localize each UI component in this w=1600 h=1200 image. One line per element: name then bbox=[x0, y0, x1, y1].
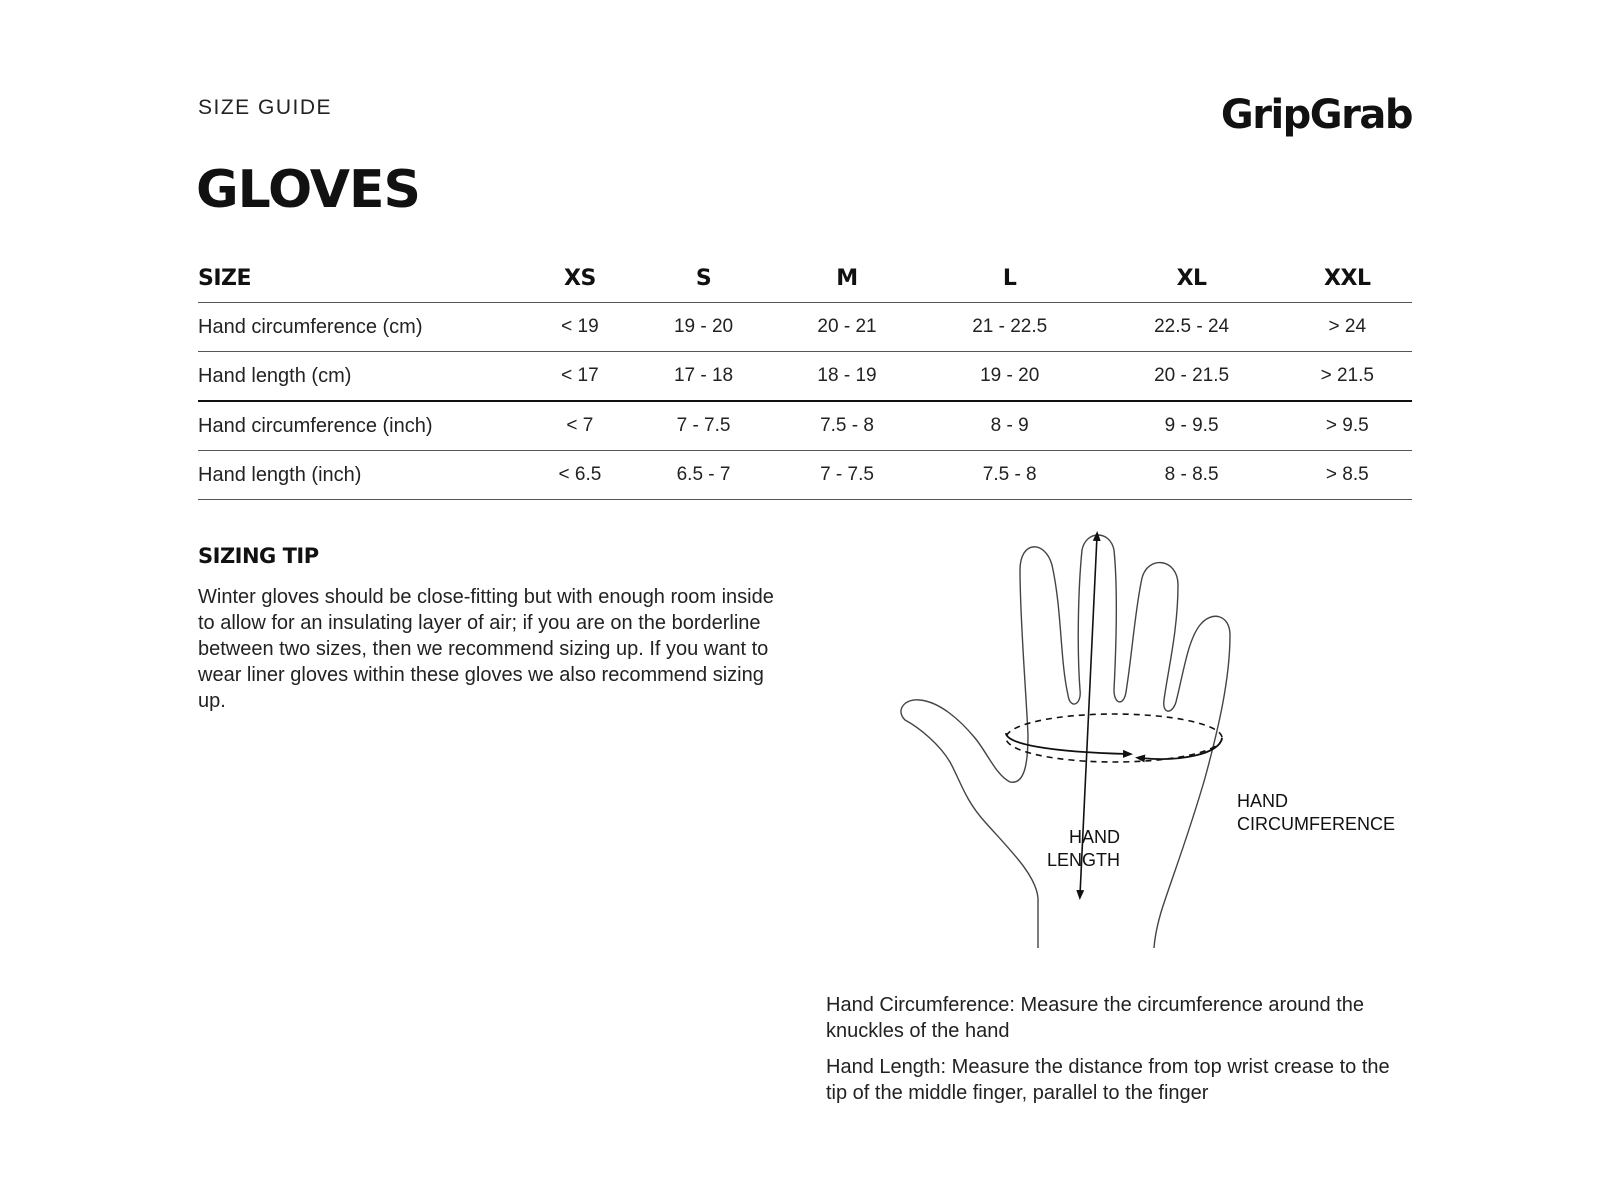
row-label: Hand circumference (cm) bbox=[198, 303, 528, 352]
table-cell: > 9.5 bbox=[1283, 401, 1412, 451]
table-row bbox=[198, 352, 1412, 402]
row-label: Hand length (inch) bbox=[198, 451, 528, 500]
sizing-tip-text: Winter gloves should be close-fitting but with enough room inside to allow for an insulating layer of air; if you are on the borderline between two sizes, then we recommend sizing up. If you want to wear liner gloves within these gloves we also recommend sizing up. bbox=[198, 586, 774, 712]
table-cell: 7 - 7.5 bbox=[775, 451, 918, 500]
circumference-arrow-left bbox=[1006, 733, 1128, 754]
table-cell: 18 - 19 bbox=[775, 352, 918, 402]
table-row bbox=[198, 401, 1412, 451]
table-header-row bbox=[198, 254, 1412, 303]
table-cell: 7.5 - 8 bbox=[919, 451, 1101, 500]
circumference-ring-back bbox=[1006, 714, 1222, 762]
row-label: Hand length (cm) bbox=[198, 352, 528, 402]
hand-length-label: HAND LENGTH bbox=[1046, 827, 1120, 870]
length-note: Hand Length: Measure the distance from top wrist crease to the tip of the middle finger, parallel to the finger bbox=[826, 1056, 1390, 1104]
size-table bbox=[198, 254, 1412, 500]
table-cell: < 7 bbox=[528, 401, 632, 451]
circumference-arrow-right bbox=[1140, 738, 1222, 759]
header-xxl: XXL bbox=[1283, 254, 1412, 303]
table-cell: 8 - 9 bbox=[919, 401, 1101, 451]
table-cell: > 21.5 bbox=[1283, 352, 1412, 402]
hand-measurement-diagram bbox=[900, 530, 1420, 980]
table-cell: > 8.5 bbox=[1283, 451, 1412, 500]
row-label: Hand circumference (inch) bbox=[198, 401, 528, 451]
table-cell: 22.5 - 24 bbox=[1101, 303, 1283, 352]
header-s: S bbox=[632, 254, 775, 303]
table-cell: < 17 bbox=[528, 352, 632, 402]
page-title: GLOVES bbox=[196, 160, 420, 220]
hand-outline bbox=[901, 535, 1230, 948]
header-size: SIZE bbox=[198, 254, 528, 303]
table-cell: 20 - 21 bbox=[775, 303, 918, 352]
sizing-tip-heading: SIZING TIP bbox=[198, 544, 319, 568]
table-cell: 7 - 7.5 bbox=[632, 401, 775, 451]
table-cell: < 19 bbox=[528, 303, 632, 352]
table-cell: < 6.5 bbox=[528, 451, 632, 500]
table-cell: 19 - 20 bbox=[919, 352, 1101, 402]
table-cell: 21 - 22.5 bbox=[919, 303, 1101, 352]
header-xs: XS bbox=[528, 254, 632, 303]
table-cell: > 24 bbox=[1283, 303, 1412, 352]
table-cell: 9 - 9.5 bbox=[1101, 401, 1283, 451]
table-cell: 19 - 20 bbox=[632, 303, 775, 352]
table-row bbox=[198, 451, 1412, 500]
table-row bbox=[198, 303, 1412, 352]
table-cell: 20 - 21.5 bbox=[1101, 352, 1283, 402]
hand-circumference-label: HAND CIRCUMFERENCE bbox=[1237, 791, 1396, 834]
gripgrab-logo: GripGrab bbox=[1220, 92, 1412, 138]
table-cell: 7.5 - 8 bbox=[775, 401, 918, 451]
measurement-notes bbox=[826, 992, 1416, 1116]
header-xl: XL bbox=[1101, 254, 1283, 303]
table-cell: 6.5 - 7 bbox=[632, 451, 775, 500]
table-cell: 8 - 8.5 bbox=[1101, 451, 1283, 500]
header-l: L bbox=[919, 254, 1101, 303]
circumference-note: Hand Circumference: Measure the circumference around the knuckles of the hand bbox=[826, 994, 1365, 1042]
table-cell: 17 - 18 bbox=[632, 352, 775, 402]
size-guide-kicker: SIZE GUIDE bbox=[198, 96, 333, 119]
header-m: M bbox=[775, 254, 918, 303]
